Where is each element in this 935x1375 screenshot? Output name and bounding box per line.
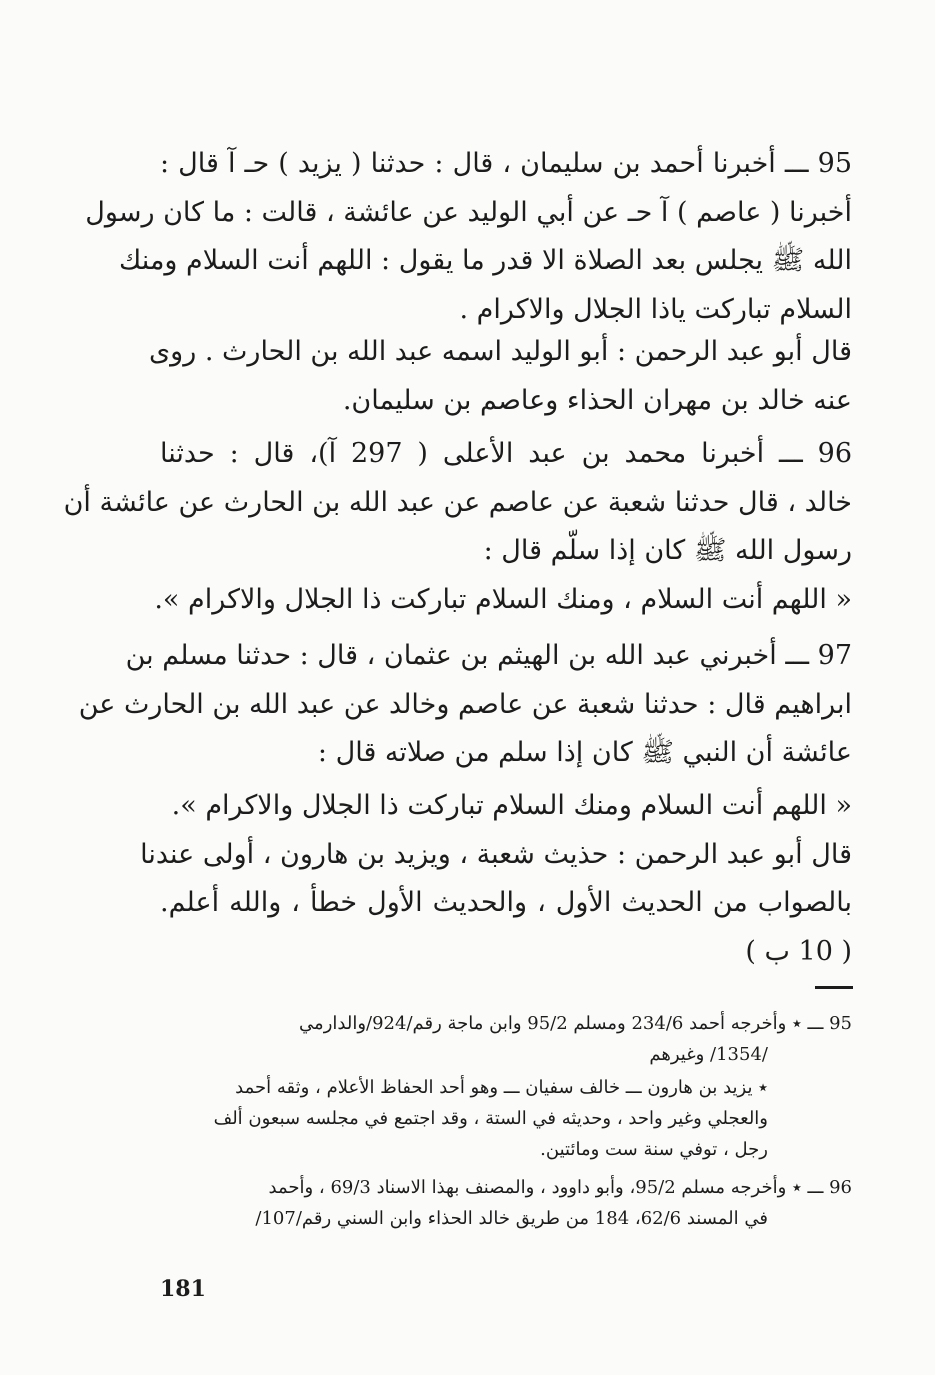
text-line: « اللهم أنت السلام ومنك السلام تباركت ذا الجلال والاكرام ».	[171, 790, 852, 821]
text-line: أخبرنا ( عاصم ) آ حـ عن أبي الوليد عن عائشة ، قالت : ما كان رسول	[85, 196, 852, 228]
text-line: خالد ، قال حدثنا شعبة عن عاصم عن عبد الله بن الحارث عن عائشة أن	[63, 486, 852, 518]
footnote-line: ٭ يزيد بن هارون ـــ خالف سفيان ـــ وهو أحد الحفاظ الأعلام ، وثقه أحمد	[235, 1077, 768, 1098]
folio-marker: ( 10 ب )	[745, 935, 852, 967]
hadith-95	[85, 140, 852, 334]
text-line: عائشة أن النبي ﷺ كان إذا سلم من صلاته قال :	[317, 737, 852, 768]
footnote-line: رجل ، توفي سنة ست ومائتين.	[540, 1139, 768, 1160]
text-line: قال أبو عبد الرحمن : أبو الوليد اسمه عبد الله بن الحارث . روى	[149, 336, 852, 367]
footnote-yazid	[160, 1072, 852, 1165]
text-line: السلام تباركت ياذا الجلال والاكرام .	[459, 293, 852, 325]
text-line: 97 ـــ أخبرني عبد الله بن الهيثم بن عثمان ، قال : حدثنا مسلم بن	[125, 640, 852, 671]
hadith-97-text	[140, 782, 852, 976]
text-line: ابراهيم قال : حدثنا شعبة عن عاصم وخالد عن عبد الله بن الحارث عن	[78, 688, 852, 720]
footnote-line: 96 ـــ ٭ وأخرجه مسلم 95/2، وأبو داوود ، والمصنف بهذا الاسناد 69/3 ، وأحمد	[268, 1177, 852, 1198]
text-line: 96 ـــ أخبرنا محمد بن عبد الأعلى ( 297 آ)، قال : حدثنا	[160, 438, 853, 469]
footnote-line: في المسند 62/6، 184 من طريق خالد الحذاء وابن السني رقم/107/	[255, 1208, 768, 1229]
footnote-96	[160, 1172, 852, 1234]
hadith-96	[63, 430, 853, 624]
text-line: بالصواب من الحديث الأول ، والحديث الأول خطأ ، والله أعلم.	[160, 887, 852, 918]
text-line: رسول الله ﷺ كان إذا سلّم قال :	[483, 535, 852, 566]
text-line: عنه خالد بن مهران الحذاء وعاصم بن سليمان.	[342, 384, 852, 416]
text-line: قال أبو عبد الرحمن : حذيث شعبة ، ويزيد بن هارون ، أولى عندنا	[140, 838, 852, 870]
footnote-divider	[815, 986, 853, 989]
text-line: « اللهم أنت السلام ، ومنك السلام تباركت ذا الجلال والاكرام ».	[154, 583, 852, 615]
footnote-line: /1354/ وغيرهم	[649, 1044, 768, 1065]
text-line: 95 ـــ أخبرنا أحمد بن سليمان ، قال : حدثنا ( يزيد ) حـ آ قال :	[160, 148, 852, 179]
footnote-line: 95 ـــ ٭ وأخرجه أحمد 234/6 ومسلم 95/2 وابن ماجة رقم/924/والدارمي	[299, 1013, 852, 1034]
note-95	[149, 328, 852, 425]
page-number: 181	[160, 1276, 206, 1302]
footnote-95	[160, 1008, 852, 1070]
footnote-line: والعجلي وغير واحد ، وحديثه في الستة ، وقد اجتمع في مجلسه سبعون ألف	[213, 1108, 768, 1129]
text-line: الله ﷺ يجلس بعد الصلاة الا قدر ما يقول : اللهم أنت السلام ومنك	[119, 245, 852, 276]
hadith-97	[78, 632, 852, 778]
